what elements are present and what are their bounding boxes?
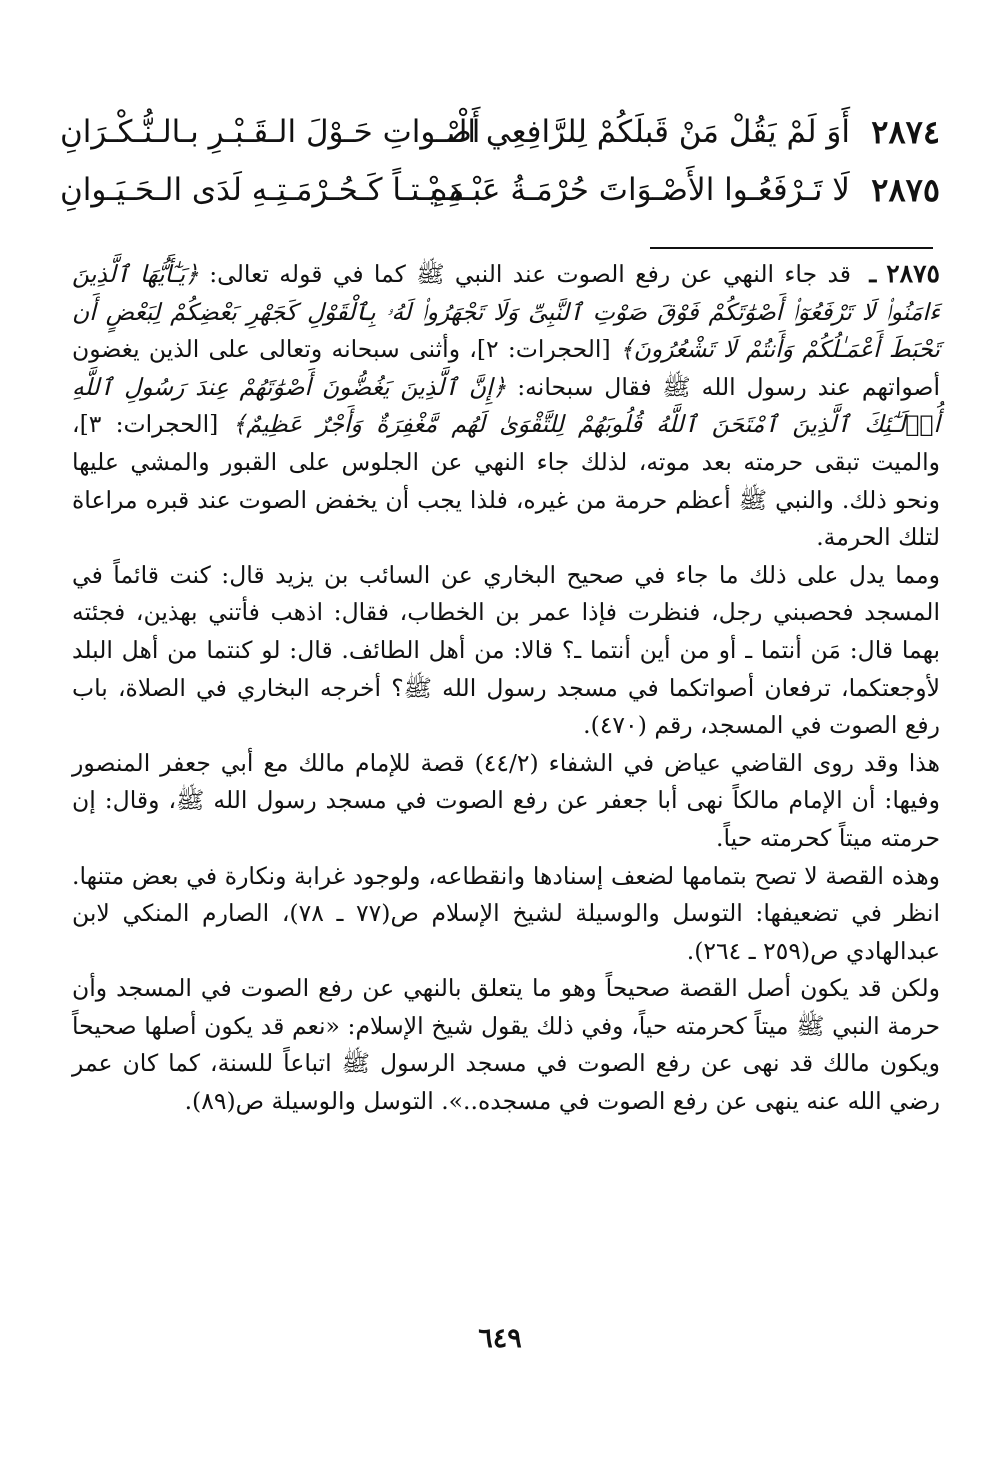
quran-quote: ﴿يَـٰٓأَيُّهَا ٱلَّذِينَ ءَامَنُوا۟ لَا تَرْفَعُوٓا۟ أَصْوَٰتَكُمْ فَوْقَ صَوْتِ ٱلنَّبِىِّ وَلَا تَجْهَرُوا۟ لَهُۥ بِٱلْقَوْلِ كَجَهْرِ بَعْضِكُمْ لِبَعْضٍ أَن تَحْبَطَ أَعْمَـٰلُكُمْ وَأَنتُمْ لَا تَشْعُرُونَ﴾: [72, 260, 940, 364]
page-number: ٦٤٩: [478, 1323, 522, 1354]
footnote-text: قد جاء النهي عن رفع الصوت عند النبي ﷺ كما في قوله تعالى:: [209, 260, 852, 288]
footnote-paragraph: [72, 255, 940, 557]
poem-verse: [60, 165, 940, 215]
poem-verse: [60, 107, 940, 157]
footnote-number: ٢٨٧٥: [886, 259, 940, 288]
verse-second-hemistich: أَصْـواتِ حَـوْلَ الـقَـبْـرِ بـالـنُّـكْـرَانِ: [60, 114, 481, 150]
footnote-paragraph: وهذه القصة لا تصح بتمامها لضعف إسنادها وانقطاعه، ولوجود غرابة ونكارة في بعض متنها. انظر في تضعيفها: التوسل والوسيلة لشيخ الإسلام ص(٧٧ ـ ٧٨)، الصارم المنكي لابن عبدالهادي ص(٢٥٩ ـ ٢٦٤).: [72, 861, 940, 965]
footnote-paragraph: هذا وقد روى القاضي عياض في الشفاء (٤٤/٢) قصة للإمام مالك مع أبي جعفر المنصور وفيها: أن الإمام مالكاً نهى أبا جعفر عن رفع الصوت في مسجد رسول الله ﷺ، وقال: إن حرمته ميتاً كحرمته حياً.: [72, 748, 940, 852]
footnote-paragraph: ومما يدل على ذلك ما جاء في صحيح البخاري عن السائب بن يزيد قال: كنت قائماً في المسجد فحصبني رجل، فنظرت فإذا عمر بن الخطاب، فقال: اذهب فأتني بهذين، فجئته بهما قال: مَن أنتما ـ أو من أين أنتما ـ؟ قالا: من أهل الطائف. قال: لو كنتما من أهل البلد لأوجعتكما، ترفعان أصواتكما في مسجد رسول الله ﷺ؟ أخرجه البخاري في الصلاة، باب رفع الصوت في المسجد، رقم (٤٧٠).: [72, 560, 940, 740]
footnote-dash: ـ: [869, 260, 877, 288]
verse-second-hemistich: مَـيْـتـاً كَـحُـرْمَـتِـهِ لَدَى الـحَـيَـوانِ: [60, 172, 465, 208]
verse-number: ٢٨٧٥: [871, 171, 940, 209]
verse-first-hemistich: أَوَ لَمْ يَقُلْ مَنْ قَبلَكُمْ لِلرَّافِعِي الْـ: [448, 114, 850, 150]
footnote-block: [72, 255, 940, 1121]
footnote-paragraph: ولكن قد يكون أصل القصة صحيحاً وهو ما يتعلق بالنهي عن رفع الصوت في المسجد وأن حرمة النبي ﷺ ميتاً كحرمته حياً، وفي ذلك يقول شيخ الإسلام: «نعم قد يكون أصلها صحيحاً ويكون مالك قد نهى عن رفع الصوت في مسجد الرسول ﷺ اتباعاً للسنة، كما كان عمر رضي الله عنه ينهى عن رفع الصوت في مسجده..». التوسل والوسيلة ص(٨٩).: [72, 974, 940, 1116]
quran-quote: ﴿إِنَّ ٱلَّذِينَ يَغُضُّونَ أَصْوَٰتَهُمْ عِندَ رَسُولِ ٱللَّهِ أُو۟لَـٰٓئِكَ ٱلَّذِينَ ٱمْتَحَنَ ٱللَّهُ قُلُوبَهُمْ لِلتَّقْوَىٰ لَهُم مَّغْفِرَةٌ وَأَجْرٌ عَظِيمٌ﴾: [72, 372, 940, 439]
footnote-text: [الحجرات: ٢]، وأثنى سبحانه وتعالى على الذين يغضون أصواتهم عند رسول الله ﷺ فقال سبحانه:: [72, 335, 940, 401]
footnote-text: [الحجرات: ٣]، والميت تبقى حرمته بعد موته، لذلك جاء النهي عن الجلوس على القبور والمشي عليها ونحو ذلك. والنبي ﷺ أعظم حرمة من غيره، فلذا يجب أن يخفض الصوت عند قبره مراعاة لتلك الحرمة.: [72, 410, 940, 552]
verse-first-hemistich: لَا تَـرْفَعُـوا الأَصْـوَاتَ حُرْمَـةُ عَبْـدِهِ: [431, 172, 850, 208]
footnote-separator: [650, 247, 933, 249]
verse-number: ٢٨٧٤: [871, 113, 940, 151]
